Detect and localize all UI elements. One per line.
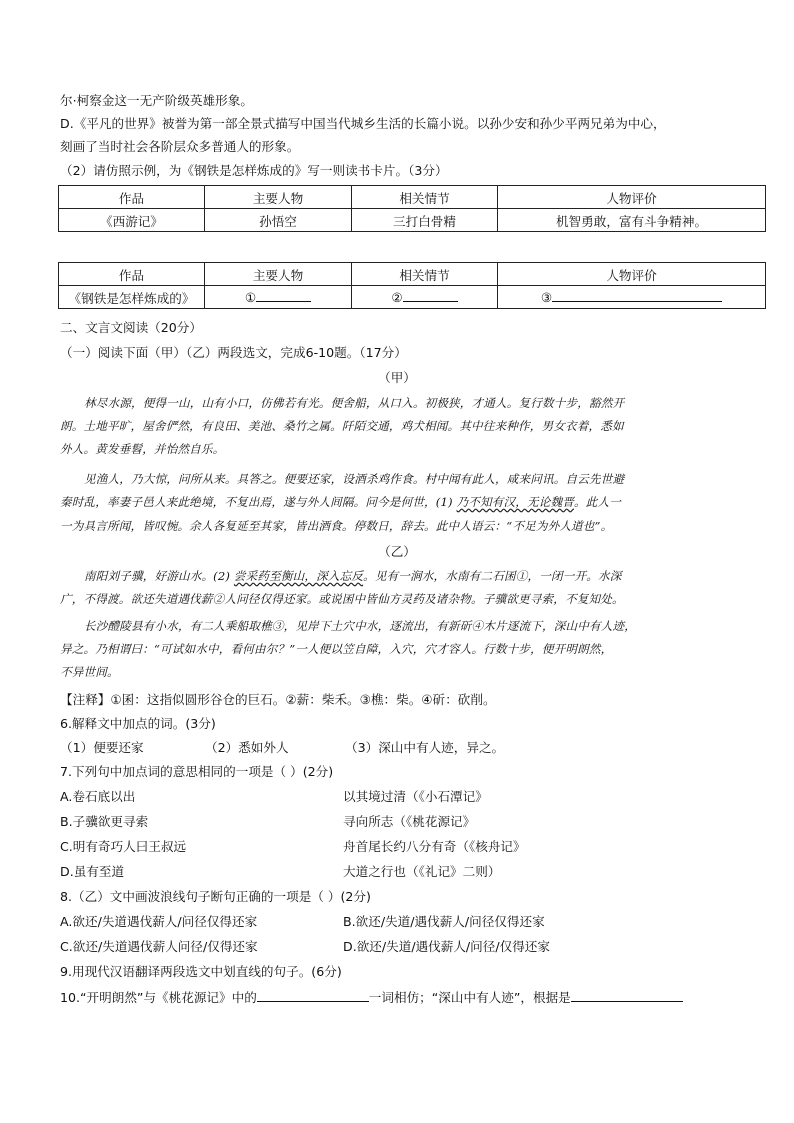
q7-option-compare: 寻向所志（《桃花源记》 [343,814,476,829]
passage-line [84,566,621,586]
example-card-table [58,185,766,232]
passage-line: 长沙醴陵县有小水，有二人乘船取樵③，见岸下土穴中水，逐流出，有新斫④木片逐流下，深山中有人迹， [84,619,636,633]
blank-marker: ② [391,290,403,305]
passage-line: 外人。黄发垂髫，并怡然自乐。 [60,442,225,456]
notes: 【注释】①囷：这指似圆形谷仓的巨石。②薪：柴禾。③樵：柴。④斫：砍削。 [60,692,496,707]
blank-cell[interactable] [352,286,498,309]
table-cell: 《钢铁是怎样炼成的》 [59,286,205,309]
question-prompt: （2）请仿照示例，为《钢铁是怎样炼成的》写一则读书卡片。（3分） [60,163,448,178]
q8-option-b[interactable]: B.欲还/失道/遇伐薪人/问径仅得还家 [343,914,545,929]
translate-sentence-2: 尝采药至衡山，深入忘反 [233,569,364,583]
question-6: 6.解释文中加点的词。(3分) [60,716,216,731]
question-text: 10.“开明朗然”与《桃花源记》中的 [60,990,257,1005]
question-10 [60,988,683,1008]
blank-cell[interactable] [498,286,766,309]
q7-option[interactable]: B.子骥欲更寻索 [60,814,149,829]
table-row [59,286,766,309]
answer-blank[interactable] [256,289,311,302]
q7-option-compare: 舟首尾长约八分有奇（《核舟记》 [343,839,526,854]
table-row [59,209,766,232]
answer-blank[interactable] [403,289,458,302]
table-header: 人物评价 [498,186,766,209]
table-header: 人物评价 [498,263,766,286]
table-cell: 三打白骨精 [352,209,498,232]
passage-text: 。见有一涧水，水南有二石囷①，一闭一开。水深 [363,569,622,583]
question-9: 9.用现代汉语翻译两段选文中划直线的句子。(6分) [60,964,342,979]
table-header-row [59,263,766,286]
table-header: 作品 [59,263,205,286]
answer-blank[interactable] [571,989,683,1002]
passage-line [60,492,621,512]
section-title: 二、文言文阅读（20分） [60,320,202,335]
q6-item: （1）便要还家 [60,740,144,755]
text-line: D.《平凡的世界》被誉为第一部全景式描写中国当代城乡生活的长篇小说。以孙少安和孙少平两兄弟为中心， [60,116,666,131]
passage-text: 。此人一 [573,495,621,509]
question-8: 8.（乙）文中画波浪线句子断句正确的一项是（ ）(2分) [60,889,371,904]
text-line: 尔·柯察金这一无产阶级英雄形象。 [60,93,253,108]
translate-sentence-1: 乃不知有汉，无论魏晋 [456,495,574,509]
q8-option-a[interactable]: A.欲还/失道遇伐薪人/问径仅得还家 [60,914,258,929]
passage-line: 林尽水源，便得一山，山有小口，仿佛若有光。便舍船，从口入。初极狭，才通人。复行数十步，豁然开 [84,396,625,410]
passage-line: 不异世间。 [60,665,119,679]
table-header: 主要人物 [205,263,352,286]
passage-line: 一为具言所闻，皆叹惋。余人各复延至其家，皆出酒食。停数日，辞去。此中人语云：“不足为外人道也”。 [60,519,613,533]
answer-card-table [58,262,766,309]
answer-blank[interactable] [552,289,722,302]
table-header-row [59,186,766,209]
text-line: 刻画了当时社会各阶层众多普通人的形象。 [60,139,300,154]
q8-option-c[interactable]: C.欲还/失道遇伐薪人问径/仅得还家 [60,939,258,954]
question-text: 一词相仿；“深山中有人迹”，根据是 [368,990,571,1005]
table-cell: 机智勇敢，富有斗争精神。 [498,209,766,232]
passage-text: 南阳刘子骥，好游山水。(2) [84,569,234,583]
table-header: 相关情节 [352,186,498,209]
passage-text: 秦时乱，率妻子邑人来此绝境，不复出焉，遂与外人间隔。问今是何世，(1) [60,495,457,509]
q7-option-compare: 大道之行也（《礼记》二则） [343,864,501,879]
q7-option[interactable]: A.卷石底以出 [60,789,136,804]
blank-marker: ① [244,290,257,305]
q7-option[interactable]: D.虽有至道 [60,864,125,879]
q7-option-compare: 以其境过清（《小石潭记》 [343,789,488,804]
blank-cell[interactable] [205,286,352,309]
question-7: 7.下列句中加点词的意思相同的一项是（ ）(2分) [60,764,334,779]
section-subtitle: （一）阅读下面（甲）（乙）两段选文，完成6-10题。（17分） [60,345,407,360]
q7-option[interactable]: C.明有奇巧人曰王叔远 [60,839,187,854]
answer-blank[interactable] [257,989,369,1002]
passage-label: （甲） [378,370,416,385]
passage-line: 朗。土地平旷，屋舍俨然，有良田、美池、桑竹之属。阡陌交通，鸡犬相闻。其中往来种作，男女衣着，悉如 [60,419,624,433]
passage-line: 广，不得渡。欲还失道遇伐薪②人问径仅得还家。或说囷中皆仙方灵药及诸杂物。子骥欲更寻索，不复知处。 [60,592,624,606]
table-header: 相关情节 [352,263,498,286]
passage-line: 见渔人，乃大惊，问所从来。具答之。便要还家，设酒杀鸡作食。村中闻有此人，咸来问讯。自云先世避 [84,472,625,486]
passage-label: （乙） [378,544,416,559]
table-cell: 《西游记》 [59,209,205,232]
q6-item: （3）深山中有人迹，异之。 [345,740,505,755]
q8-option-d[interactable]: D.欲还/失道/遇伐薪人/问径/仅得还家 [343,939,550,954]
passage-line: 异之。乃相谓曰：“可试如水中，看何由尔？”一人便以笠自障，入穴，穴才容人。行数十步，便开明朗然， [60,642,613,656]
table-cell: 孙悟空 [205,209,352,232]
table-header: 作品 [59,186,205,209]
q6-item: （2）悉如外人 [205,740,289,755]
blank-marker: ③ [540,290,553,305]
table-header: 主要人物 [205,186,352,209]
